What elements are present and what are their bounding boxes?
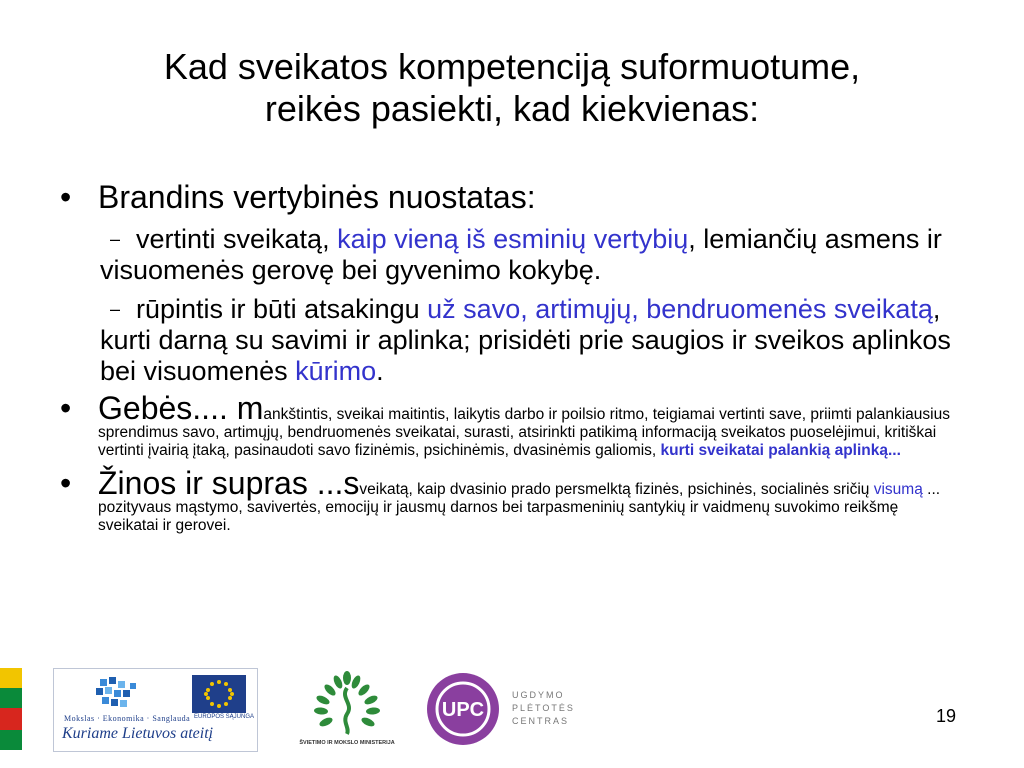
slide-title <box>60 46 964 130</box>
upc-monogram: UPC <box>441 699 485 721</box>
upc-logo-text <box>512 689 575 728</box>
sub2-text-c: . <box>376 356 384 386</box>
bullet-gebes <box>60 390 960 460</box>
dash-marker: – <box>110 299 121 319</box>
sub2-text-b: , kurti darną su savimi ir aplinka; prisidėti prie saugios ir sveikos aplinkos bei visuomenės <box>100 294 951 386</box>
sub1-text-a: vertinti sveikatą, <box>136 224 338 254</box>
sub-item-vertinti <box>60 224 960 286</box>
bullet-marker: • <box>60 179 72 215</box>
upc-line-2: PLĖTOTĖS <box>512 703 575 713</box>
bullet-marker: • <box>60 465 72 501</box>
bullet-zinos-lead: Žinos ir supras ...s <box>98 465 360 501</box>
bullet-zinos <box>60 465 960 535</box>
sub1-text-highlight: kaip vieną iš esminių vertybių <box>337 224 689 254</box>
sub1-text-b: , lemiančių asmens ir visuomenės gerovę bei gyvenimo kokybę. <box>100 224 942 285</box>
ministry-logo <box>292 668 402 750</box>
sub2-text-a: rūpintis ir būti atsakingu <box>136 294 428 324</box>
esf-logo-line1: Mokslas · Ekonomika · Sanglauda <box>64 714 191 723</box>
bullet-marker: • <box>60 390 72 426</box>
esf-slogan: Kuriame Lietuvos ateitį <box>62 725 214 742</box>
bullet-gebes-text: ankštintis, sveikai maitintis, laikytis darbo ir poilsio ritmo, teigiamai vertinti save, priimti palankiausius sprendimus savo, artimųjų, bendruomenės sveikatai, surasti, atsirinkti patikimą informaciją sveikatos puoselėjimui, kritiškai vertinti įvairią įtaką, pasinaudoti savo fizinėmis, psichinėmis, dvasinėmis galiomis, <box>98 406 950 459</box>
mosaic-icon <box>92 675 140 713</box>
bullet-gebes-highlight: kurti sveikatai palankią aplinką... <box>660 442 901 459</box>
dash-marker: – <box>110 229 121 249</box>
stripe-yellow <box>0 668 22 688</box>
upc-line-3: CENTRAS <box>512 716 570 726</box>
sub2-text-highlight-2: kūrimo <box>295 356 377 386</box>
sub-item-rupintis <box>60 294 960 387</box>
esf-logo <box>53 668 258 752</box>
bullet-zinos-text-b: ... pozityvaus mąstymo, savivertės, emocijų ir jausmų darnos bei tarpasmeninių santykių ir vaidmenų suvokimo reikšmę sveikatai ir gerovei. <box>98 481 941 534</box>
ministry-label: ŠVIETIMO IR MOKSLO MINISTERIJA <box>299 740 395 746</box>
title-line-1: Kad sveikatos kompetenciją suformuotume, <box>163 46 861 87</box>
sub2-text-highlight: už savo, artimųjų, bendruomenės sveikatą <box>427 294 933 324</box>
bullet-gebes-lead: Gebės.... m <box>98 390 264 426</box>
eu-label: EUROPOS SĄJUNGA <box>194 714 255 720</box>
page-number: 19 <box>936 706 957 726</box>
eu-flag-icon <box>192 675 246 713</box>
title-line-2: reikės pasiekti, kad kiekvienas: <box>264 88 760 129</box>
bullet-brandins-text: Brandins vertybinės nuostatas: <box>98 179 536 215</box>
bullet-zinos-highlight: visumą <box>873 481 923 498</box>
stripe-green <box>0 688 22 708</box>
laurel-icon <box>310 670 384 738</box>
stripe-red <box>0 708 22 730</box>
bullet-zinos-text-a: veikatą, kaip dvasinio prado persmelktą fizinės, psichinės, socialinės sričių <box>359 481 874 498</box>
bullet-brandins <box>60 178 960 216</box>
upc-logo-icon <box>425 671 501 747</box>
stripe-green-2 <box>0 730 22 750</box>
upc-line-1: UGDYMO <box>512 690 565 700</box>
slide-body <box>60 178 960 535</box>
